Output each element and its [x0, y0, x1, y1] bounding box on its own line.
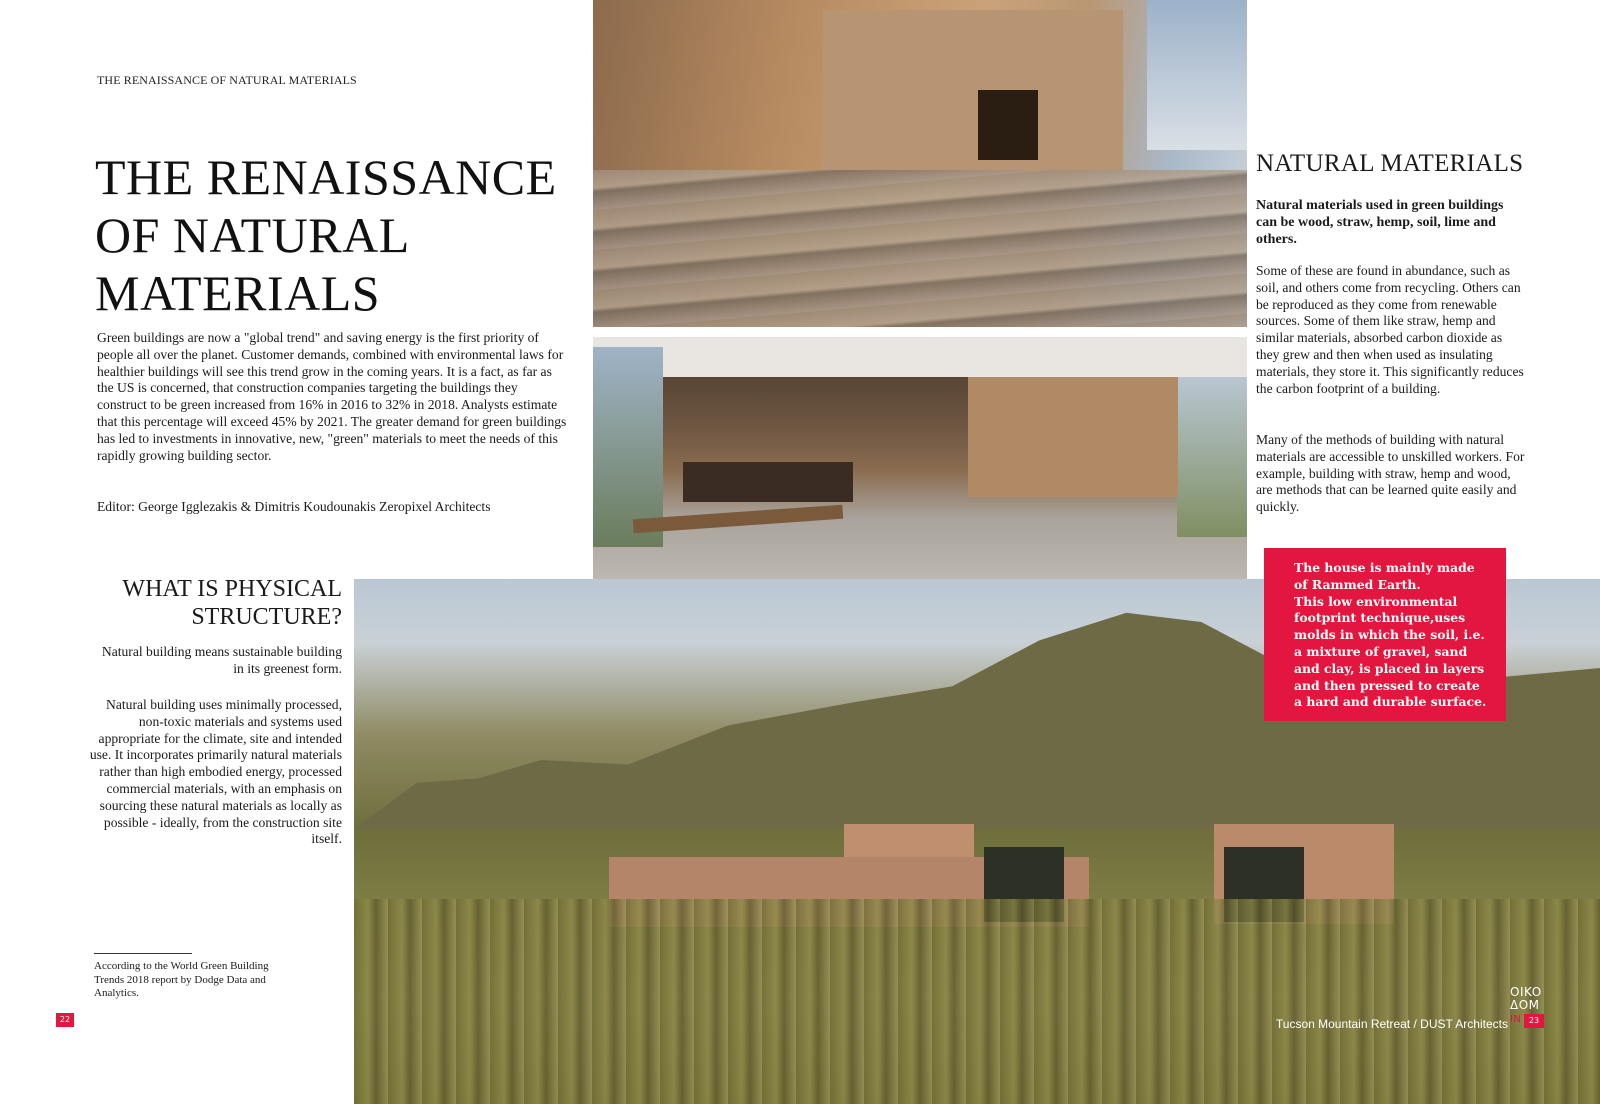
- editor-credit: Editor: George Igglezakis & Dimitris Koudounakis Zeropixel Architects: [97, 499, 491, 514]
- callout-line: This low environmental footprint technique,uses molds in which the soil, i.e. a mixture of gravel, sand and clay, is placed in layers and then pressed to create a hard and durable surface.: [1294, 593, 1487, 710]
- logo-line-1: OIKO: [1510, 985, 1542, 999]
- title-line-1: THE RENAISSANCE: [95, 149, 557, 205]
- rammed-earth-callout: [1264, 548, 1506, 721]
- footnote: According to the World Green Building Trends 2018 report by Dodge Data and Analytics.: [94, 960, 269, 999]
- physical-structure-heading: [60, 575, 342, 631]
- physical-structure-lead: Natural building means sustainable building in its greenest form.: [101, 644, 342, 676]
- interior-kitchen-photo: [593, 337, 1247, 579]
- photo-caption: Tucson Mountain Retreat / DUST Architects: [1275, 1017, 1508, 1031]
- photo-table: [633, 505, 843, 534]
- logo-line-2: ΔΟΜ: [1510, 998, 1540, 1012]
- heading-line-2: STRUCTURE?: [191, 604, 342, 630]
- natural-materials-lead: Natural materials used in green buildings can be wood, straw, hemp, soil, lime and others.: [1256, 198, 1504, 247]
- intro-paragraph: Green buildings are now a "global trend" and saving energy is the first priority of people all over the planet. Customer demands, combined with environmental laws for healthier buildings will see this trend grow in the coming years. It is a fact, as far as the US is concerned, that construction companies targeting the buildings they construct to be green increased from 16% in 2016 to 32% in 2018. Analysts estimate that this percentage will exceed 45% by 2021. The greater demand for green buildings has led to investments in innovative, new, "green" materials to meet the needs of this rapidly growing building sector.: [97, 330, 567, 463]
- natural-materials-paragraph: Some of these are found in abundance, such as soil, and others come from recycling. Others can be reproduced as they come from renewable sources. Some of them like straw, hemp and similar materials, absorbed carbon dioxide as they grew and then when used as insulating materials, they store it. This significantly reduces the carbon footprint of a building.: [1256, 263, 1524, 396]
- photo-steps: [593, 170, 1247, 327]
- photo-desert-brush: [354, 899, 1600, 1104]
- footnote-divider: [94, 953, 192, 954]
- photo-counter: [683, 462, 853, 502]
- running-head: THE RENAISSANCE OF NATURAL MATERIALS: [97, 73, 357, 87]
- rammed-earth-steps-photo: [593, 0, 1247, 327]
- title-line-3: MATERIALS: [95, 265, 381, 321]
- page-number-right: 23: [1524, 1014, 1544, 1028]
- heading-line-1: WHAT IS PHYSICAL: [122, 576, 342, 602]
- title-line-2: OF NATURAL: [95, 207, 410, 263]
- photo-ceiling: [593, 337, 1247, 377]
- photo-window-right: [1177, 377, 1247, 537]
- photo-doorway: [978, 90, 1038, 160]
- photo-earth-wall: [968, 377, 1178, 497]
- physical-structure-paragraph: Natural building uses minimally processed, non-toxic materials and systems used appropriate for the climate, site and intended use. It incorporates primarily natural materials rather than high embodied energy, processed commercial materials, with an emphasis on sourcing these natural materials as locally as possible - ideally, from the construction site itself.: [89, 697, 342, 847]
- natural-materials-heading: NATURAL MATERIALS: [1256, 150, 1524, 177]
- natural-materials-paragraph: Many of the methods of building with natural materials are accessible to unskilled workers. For example, building with straw, hemp and wood, are methods that can be learned quite easily and quickly.: [1256, 432, 1525, 515]
- page-number-left: 22: [56, 1013, 74, 1027]
- photo-wall: [823, 10, 1123, 170]
- logo-in: IN: [1510, 1014, 1522, 1025]
- article-title: [95, 148, 575, 322]
- photo-sky: [1147, 0, 1247, 150]
- callout-line: The house is mainly made of Rammed Earth.: [1294, 560, 1475, 592]
